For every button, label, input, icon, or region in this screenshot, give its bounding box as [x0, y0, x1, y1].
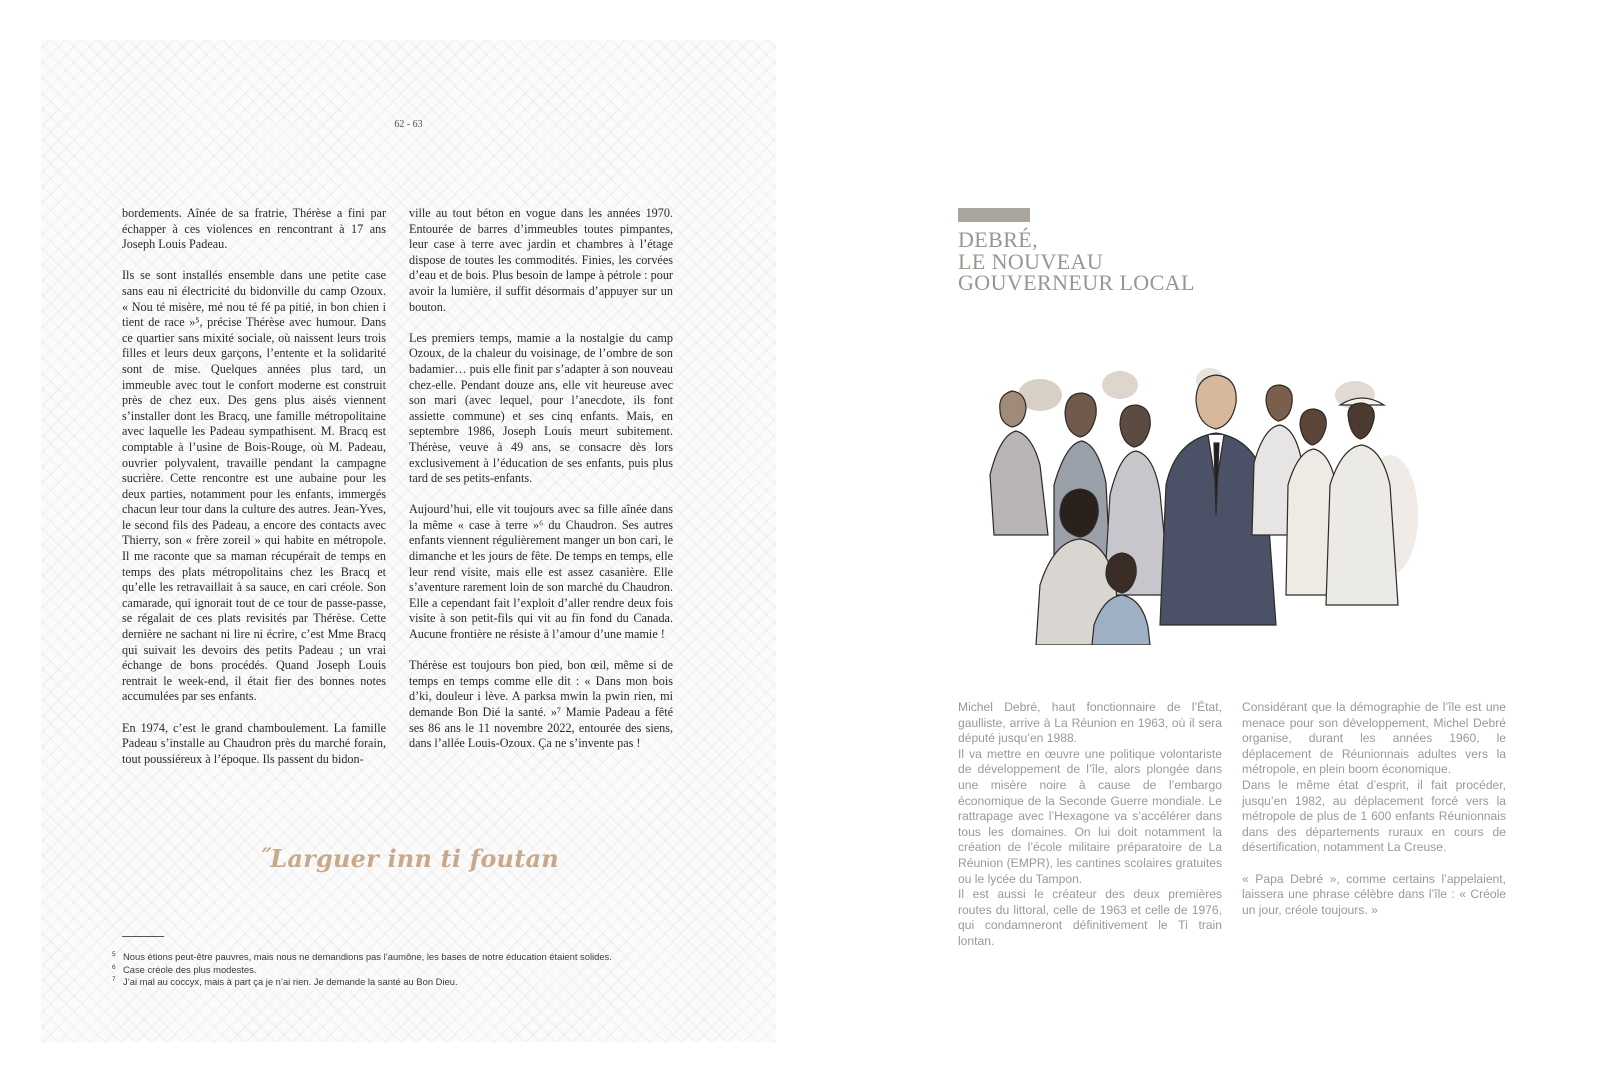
text-column-2 [409, 206, 673, 767]
footnote [112, 951, 732, 964]
title-line: GOUVERNEUR LOCAL [958, 270, 1195, 295]
footnote-number: 5 [112, 951, 116, 958]
footnote-rule [122, 936, 164, 937]
section-title [958, 229, 1288, 294]
crowd-figures [990, 375, 1398, 645]
footnote [112, 976, 732, 989]
title-line: DEBRÉ, [958, 227, 1039, 252]
paragraph: Les premiers temps, mamie a la nostalgie du camp Ozoux, de la chaleur du voisinage, de l’ombre de son badamier… puis elle finit par s’adapter à son nouveau chez-elle. Pendant douze ans, elle vit heureuse avec son mari (avec lequel, pour l’anecdote, ils font assiette commune) et ses cinq enfants. Mais, en septembre 1986, Joseph Louis meurt subitement. Thérèse, veuve à 49 ans, se consacre dès lors exclusivement à l’éducation de ses enfants, puis plus tard de ses petits-enfants. [409, 330, 673, 486]
paragraph: Il va mettre en œuvre une politique volontariste de développement de l’île, alors plongée dans une misère noire à cause de l’embargo économique de la Seconde Guerre mondiale. Le rattrapage avec l’Hexagone va s’accélérer dans tous les domaines. On lui doit notamment la création de l’école militaire préparatoire de La Réunion (EMPR), les cantines scolaires gratuites ou le lycée du Tampon. [958, 746, 1222, 886]
footnotes [112, 951, 732, 989]
pull-quote: ˝Larguer inn ti foutan [258, 844, 559, 873]
paragraph: Aujourd’hui, elle vit toujours avec sa fille aînée dans la même « case à terre »⁶ du Chaudron. Ses autres enfants viennent régulièrement manger un bon cari, le dimanche et les jours de fête. De temps en temps, elle leur rend visite, mais elle est assez casanière. Elle s’aventure rarement loin de son marché du Chaudron. Elle a cependant fait l’exploit d’aller rendre deux fois visite à son petit-fils qui vit au fin fond du Canada. Aucune frontière ne résiste à l’amour d’une mamie ! [409, 502, 673, 642]
text-column-1 [122, 206, 386, 783]
footnote-text: J’ai mal au coccyx, mais à part ça je n’ai rien. Je demande la santé au Bon Dieu. [123, 976, 458, 988]
footnote [112, 964, 732, 977]
watercolor-crowd-illustration [970, 365, 1450, 645]
page-number: 62 - 63 [394, 119, 423, 130]
paragraph: Thérèse est toujours bon pied, bon œil, même si de temps en temps comme elle dit : « Dans mon bois d’ki, douleur i lève. A parksa mwin la pwin rien, mi demande Bon Dié la santé. »⁷ Mamie Padeau a fêté ses 86 ans le 11 novembre 2022, entourée des siens, dans l’allée Louis-Ozoux. Ça ne s’invente pas ! [409, 658, 673, 751]
paragraph: « Papa Debré », comme certains l’appelaient, laissera une phrase célèbre dans l’île : « Créole un jour, créole toujours. » [1242, 871, 1506, 917]
footnote-number: 7 [112, 976, 116, 984]
right-text-column-2 [1242, 700, 1506, 918]
paragraph: Considérant que la démographie de l’île est une menace pour son développement, Michel Debré organise, durant les années 1960, le déplacement de Réunionnais adultes vers la métropole, en plein boom économique. [1242, 700, 1506, 777]
paragraph: En 1974, c’est le grand chamboulement. La famille Padeau s’installe au Chaudron près du marché forain, tout poussiéreux à l’époque. Ils passent du bidon- [122, 720, 386, 766]
footnote-number: 6 [112, 963, 116, 971]
paragraph: Il est aussi le créateur des deux premières routes du littoral, celle de 1963 et celle de 1976, qui condamneront définitivement le Ti train lontan. [958, 887, 1222, 948]
paragraph: bordements. Aînée de sa fratrie, Thérèse a fini par échapper à ces violences en rencontrant à 17 ans Joseph Louis Padeau. [122, 206, 386, 252]
paragraph: Dans le même état d’esprit, il fait procéder, jusqu’en 1982, au déplacement forcé vers la métropole de plus de 1 600 enfants Réunionnais dans des départements ruraux en cours de désertification, notamment La Creuse. [1242, 777, 1506, 855]
paragraph: ville au tout béton en vogue dans les années 1970. Entourée de barres d’immeubles toutes pimpantes, leur case à terre avec jardin et chambres à l’étage dispose de toutes les commodités. Finies, les corvées d’eau et de bois. Plus besoin de lampe à pétrole : pour avoir la lumière, il suffit désormais d’appuyer sur un bouton. [409, 206, 673, 314]
title-bar [958, 208, 1030, 222]
footnote-text: Case créole des plus modestes. [123, 963, 257, 975]
footnote-text: Nous étions peut-être pauvres, mais nous ne demandions pas l’aumône, les bases de notre éducation étaient solides. [123, 951, 612, 962]
right-text-column-1 [958, 700, 1222, 950]
left-page [41, 40, 776, 1042]
paragraph: Michel Debré, haut fonctionnaire de l’État, gaulliste, arrive à La Réunion en 1963, où il sera député jusqu’en 1988. [958, 700, 1222, 746]
paragraph: Ils se sont installés ensemble dans une petite case sans eau ni électricité du bidonville du camp Ozoux. « Nou té misère, mé nou té fé pa pitié, in bon chien i tient de race »⁵, précise Thérèse avec humour. Dans ce quartier sans mixité sociale, où naissent leurs trois filles et leurs deux garçons, l’entente et la solidarité sont de mise. Quelques années plus tard, un immeuble avec tout le confort moderne est construit près de chez eux. Des gens plus aisés viennent s’installer dont les Bracq, une famille métropolitaine avec laquelle les Padeau sympathisent. M. Bracq est comptable à l’usine de Bois-Rouge, où M. Padeau, ouvrier polyvalent, travaille pendant la campagne sucrière. Cette rencontre est une aubaine pour les deux parties, notamment pour les enfants, immergés chacun leur tour dans la culture des autres. Jean-Yves, le second fils des Padeau, a encore des contacts avec Thierry, son « frère zoreil » qui habite en métropole. Il me raconte que sa maman récupérait de temps en temps des plats métropolitains chez les Bracq et qu’elle les retravaillait à sa sauce, en cari créole. Son camarade, qui ignorait tout de ce tour de passe-passe, se régalait de ces plats revisités par Thérèse. Cette dernière ne sachant ni lire ni écrire, c’est Mme Bracq qui suivait les devoirs des petits Padeau ; un vrai échange de bons procédés. Quand Joseph Louis rentrait le week-end, il était fier des bonnes notes accumulées par ses enfants. [122, 268, 386, 704]
title-line: LE NOUVEAU [958, 248, 1104, 274]
